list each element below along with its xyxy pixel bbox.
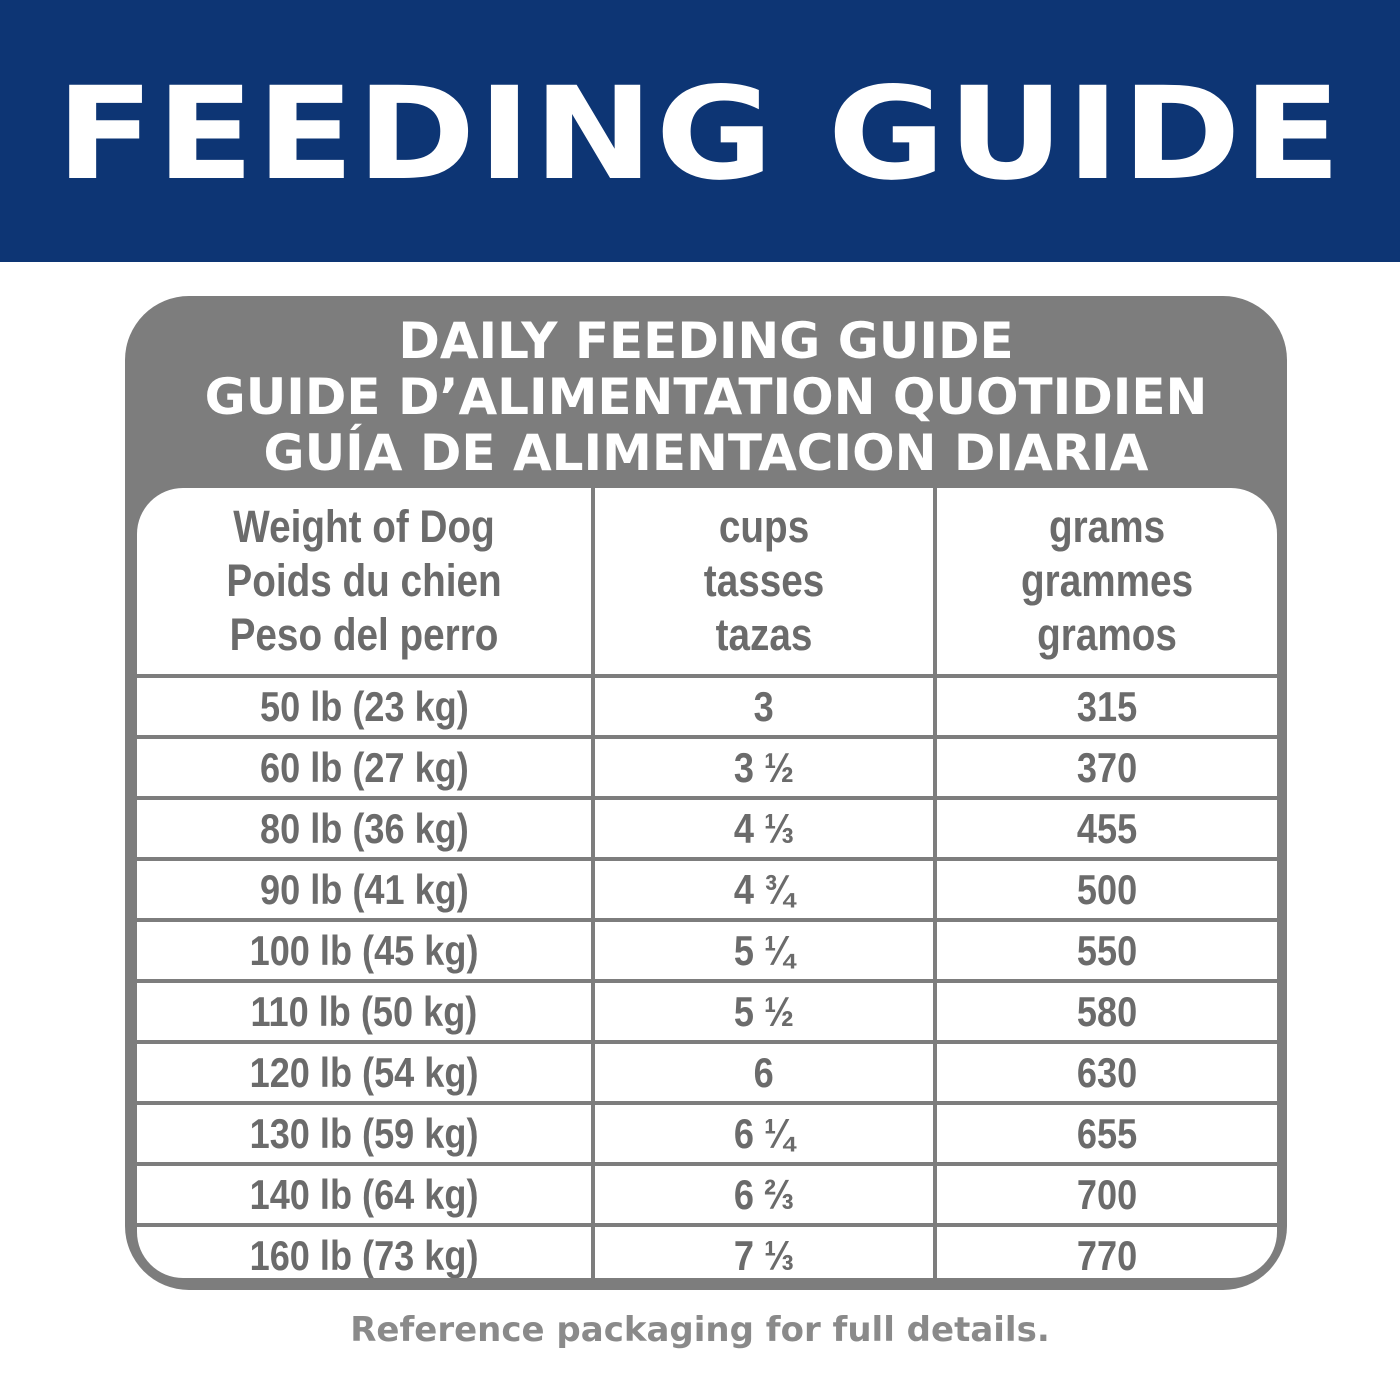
column-header-line: Peso del perro — [229, 609, 499, 660]
table-row — [137, 920, 1277, 981]
column-header-weight — [137, 488, 593, 676]
table-row — [137, 859, 1277, 920]
table-header-row — [137, 488, 1277, 676]
grams-cell: 770 — [935, 1225, 1277, 1278]
weight-cell: 90 lb (41 kg) — [137, 859, 593, 920]
card-heading — [125, 296, 1287, 486]
header-banner — [0, 0, 1400, 262]
weight-cell: 110 lb (50 kg) — [137, 981, 593, 1042]
column-header-line: Poids du chien — [226, 555, 502, 606]
feeding-table — [137, 488, 1277, 1278]
table-row — [137, 1042, 1277, 1103]
column-header-line: gramos — [1037, 609, 1177, 660]
table-row — [137, 1103, 1277, 1164]
heading-french: GUIDE D’ALIMENTATION QUOTIDIEN — [204, 368, 1208, 426]
column-header-line: tasses — [703, 555, 825, 606]
cups-cell: 4 ¾ — [593, 859, 935, 920]
heading-spanish: GUÍA DE ALIMENTACION DIARIA — [263, 424, 1149, 482]
cups-cell: 3 — [593, 676, 935, 737]
column-header-line: Weight of Dog — [233, 501, 495, 552]
cups-cell: 5 ¼ — [593, 920, 935, 981]
cups-cell: 5 ½ — [593, 981, 935, 1042]
grams-cell: 500 — [935, 859, 1277, 920]
weight-cell: 60 lb (27 kg) — [137, 737, 593, 798]
weight-cell: 100 lb (45 kg) — [137, 920, 593, 981]
table-row — [137, 1225, 1277, 1278]
table-row — [137, 798, 1277, 859]
column-header-line: tazas — [715, 609, 813, 660]
cups-cell: 4 ⅓ — [593, 798, 935, 859]
weight-cell: 140 lb (64 kg) — [137, 1164, 593, 1225]
banner-title: FEEDING GUIDE — [56, 60, 1344, 209]
cups-cell: 6 ¼ — [593, 1103, 935, 1164]
grams-cell: 630 — [935, 1042, 1277, 1103]
grams-cell: 370 — [935, 737, 1277, 798]
grams-cell: 580 — [935, 981, 1277, 1042]
grams-cell: 655 — [935, 1103, 1277, 1164]
grams-cell: 455 — [935, 798, 1277, 859]
cups-cell: 6 — [593, 1042, 935, 1103]
table-row — [137, 737, 1277, 798]
feeding-guide-card — [125, 296, 1287, 1290]
column-header-line: grams — [1048, 501, 1166, 552]
grams-cell: 700 — [935, 1164, 1277, 1225]
column-header-grams — [935, 488, 1277, 676]
table-row — [137, 981, 1277, 1042]
weight-cell: 160 lb (73 kg) — [249, 1231, 479, 1278]
cups-cell: 7 ⅓ — [593, 1225, 935, 1278]
heading-english: DAILY FEEDING GUIDE — [398, 312, 1014, 370]
table-row — [137, 676, 1277, 737]
weight-cell: 120 lb (54 kg) — [137, 1042, 593, 1103]
cups-cell: 3 ½ — [593, 737, 935, 798]
weight-cell: 130 lb (59 kg) — [137, 1103, 593, 1164]
grams-cell: 550 — [935, 920, 1277, 981]
column-header-cups — [593, 488, 935, 676]
feeding-table-container — [137, 488, 1277, 1278]
column-header-line: cups — [718, 501, 810, 552]
grams-cell: 315 — [935, 676, 1277, 737]
weight-cell: 80 lb (36 kg) — [137, 798, 593, 859]
column-header-line: grammes — [1020, 555, 1194, 606]
cups-cell: 6 ⅔ — [593, 1164, 935, 1225]
footnote: Reference packaging for full details. — [350, 1310, 1050, 1350]
table-row — [137, 1164, 1277, 1225]
weight-cell: 50 lb (23 kg) — [137, 676, 593, 737]
